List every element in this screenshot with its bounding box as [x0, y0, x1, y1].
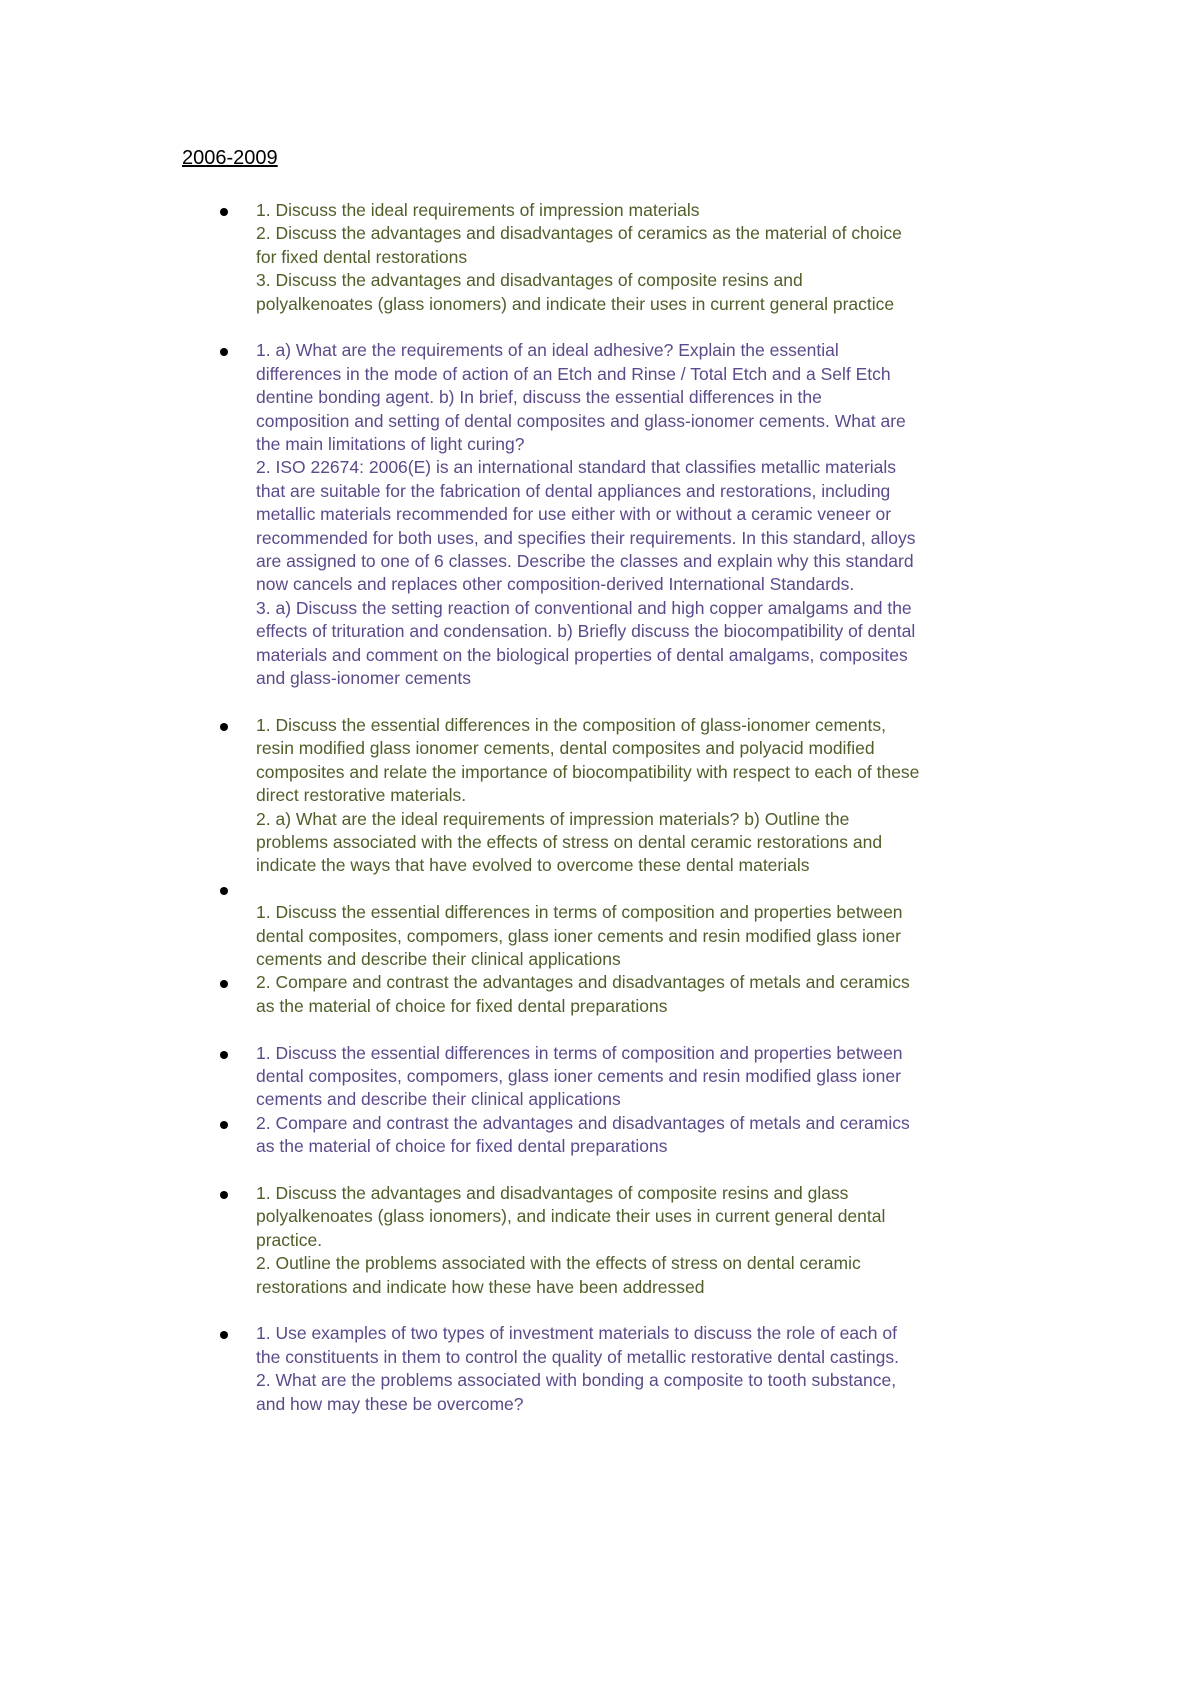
- bullet-icon: [220, 1331, 228, 1339]
- bullet-icon: [220, 723, 228, 731]
- bullet-icon: [220, 1051, 228, 1059]
- question-line: polyalkenoates (glass ionomers) and indicate their uses in current general practice: [256, 293, 895, 314]
- question-item: [256, 1182, 1036, 1299]
- question-line: dental composites, compomers, glass ioner cements and resin modified glass ioner: [256, 1065, 901, 1086]
- question-line: 2. a) What are the ideal requirements of impression materials? b) Outline the: [256, 808, 850, 829]
- question-line: practice.: [256, 1229, 323, 1250]
- bullet-icon: [220, 1191, 228, 1199]
- question-line: materials and comment on the biological properties of dental amalgams, composites: [256, 644, 908, 665]
- question-line: 1. Discuss the ideal requirements of impression materials: [256, 200, 700, 220]
- question-line: the constituents in them to control the quality of metallic restorative dental castings.: [256, 1346, 899, 1367]
- question-line: 1. Discuss the essential differences in terms of composition and properties between: [256, 1042, 903, 1063]
- question-line: differences in the mode of action of an Etch and Rinse / Total Etch and a Self Etch: [256, 363, 891, 384]
- question-line: 3. a) Discuss the setting reaction of conventional and high copper amalgams and the: [256, 597, 912, 618]
- question-line: [256, 878, 1036, 901]
- question-line: as the material of choice for fixed dental preparations: [256, 1136, 668, 1157]
- question-line: problems associated with the effects of stress on dental ceramic restorations and: [256, 831, 883, 852]
- question-line: resin modified glass ionomer cements, dental composites and polyacid modified: [256, 738, 875, 759]
- question-list: [256, 199, 1036, 1416]
- question-line: 2. Compare and contrast the advantages and disadvantages of metals and ceramics: [256, 972, 910, 993]
- question-line: 1. Discuss the advantages and disadvantages of composite resins and glass: [256, 1183, 849, 1203]
- question-item: [256, 971, 1036, 1018]
- question-line: cements and describe their clinical applications: [256, 1089, 621, 1110]
- question-line: 1. Discuss the essential differences in terms of composition and properties between: [256, 902, 903, 923]
- question-line: restorations and indicate how these have been addressed: [256, 1276, 705, 1297]
- question-line: and glass-ionomer cements: [256, 668, 471, 689]
- bullet-icon: [220, 348, 228, 356]
- bullet-icon: [220, 208, 228, 216]
- question-line: composites and relate the importance of biocompatibility with respect to each of these: [256, 761, 920, 782]
- question-line: 2. Discuss the advantages and disadvantages of ceramics as the material of choice: [256, 223, 902, 244]
- question-line: recommended for both uses, and specifies their requirements. In this standard, alloys: [256, 527, 916, 548]
- question-line: now cancels and replaces other composition-derived International Standards.: [256, 574, 855, 595]
- question-line: are assigned to one of 6 classes. Describe the classes and explain why this standard: [256, 551, 914, 572]
- question-item: [256, 339, 1036, 690]
- bullet-icon: [220, 980, 228, 988]
- question-line: direct restorative materials.: [256, 785, 467, 806]
- question-line: the main limitations of light curing?: [256, 434, 525, 455]
- question-item: [256, 878, 1036, 972]
- question-line: 2. ISO 22674: 2006(E) is an international standard that classifies metallic materials: [256, 457, 897, 478]
- question-line: 1. a) What are the requirements of an ideal adhesive? Explain the essential: [256, 340, 839, 361]
- question-line: dental composites, compomers, glass ioner cements and resin modified glass ioner: [256, 925, 901, 946]
- question-item: [256, 1112, 1036, 1159]
- question-line: indicate the ways that have evolved to overcome these dental materials: [256, 855, 810, 876]
- question-line: 2. What are the problems associated with bonding a composite to tooth substance,: [256, 1370, 897, 1391]
- question-line: metallic materials recommended for use either with or without a ceramic veneer or: [256, 504, 892, 525]
- question-line: that are suitable for the fabrication of dental appliances and restorations, including: [256, 480, 891, 501]
- question-line: polyalkenoates (glass ionomers), and indicate their uses in current general dental: [256, 1206, 886, 1227]
- bullet-icon: [220, 1121, 228, 1129]
- page-heading: 2006-2009: [182, 147, 278, 169]
- question-line: 2. Outline the problems associated with the effects of stress on dental ceramic: [256, 1253, 861, 1274]
- question-line: composition and setting of dental composites and glass-ionomer cements. What are: [256, 410, 906, 431]
- question-line: as the material of choice for fixed dental preparations: [256, 995, 668, 1016]
- question-line: and how may these be overcome?: [256, 1393, 524, 1414]
- bullet-icon: [220, 887, 228, 895]
- question-line: cements and describe their clinical applications: [256, 948, 621, 969]
- question-line: 1. Discuss the essential differences in the composition of glass-ionomer cements,: [256, 714, 886, 735]
- question-line: dentine bonding agent. b) In brief, discuss the essential differences in the: [256, 387, 822, 408]
- question-item: [256, 199, 1036, 316]
- question-item: [256, 1322, 1036, 1416]
- question-item: [256, 714, 1036, 878]
- question-item: [256, 1042, 1036, 1112]
- question-line: 1. Use examples of two types of investment materials to discuss the role of each of: [256, 1323, 897, 1344]
- question-line: effects of trituration and condensation. b) Briefly discuss the biocompatibility of dental: [256, 621, 916, 642]
- question-line: 3. Discuss the advantages and disadvantages of composite resins and: [256, 270, 803, 291]
- question-line: 2. Compare and contrast the advantages and disadvantages of metals and ceramics: [256, 1112, 910, 1133]
- question-line: for fixed dental restorations: [256, 246, 468, 267]
